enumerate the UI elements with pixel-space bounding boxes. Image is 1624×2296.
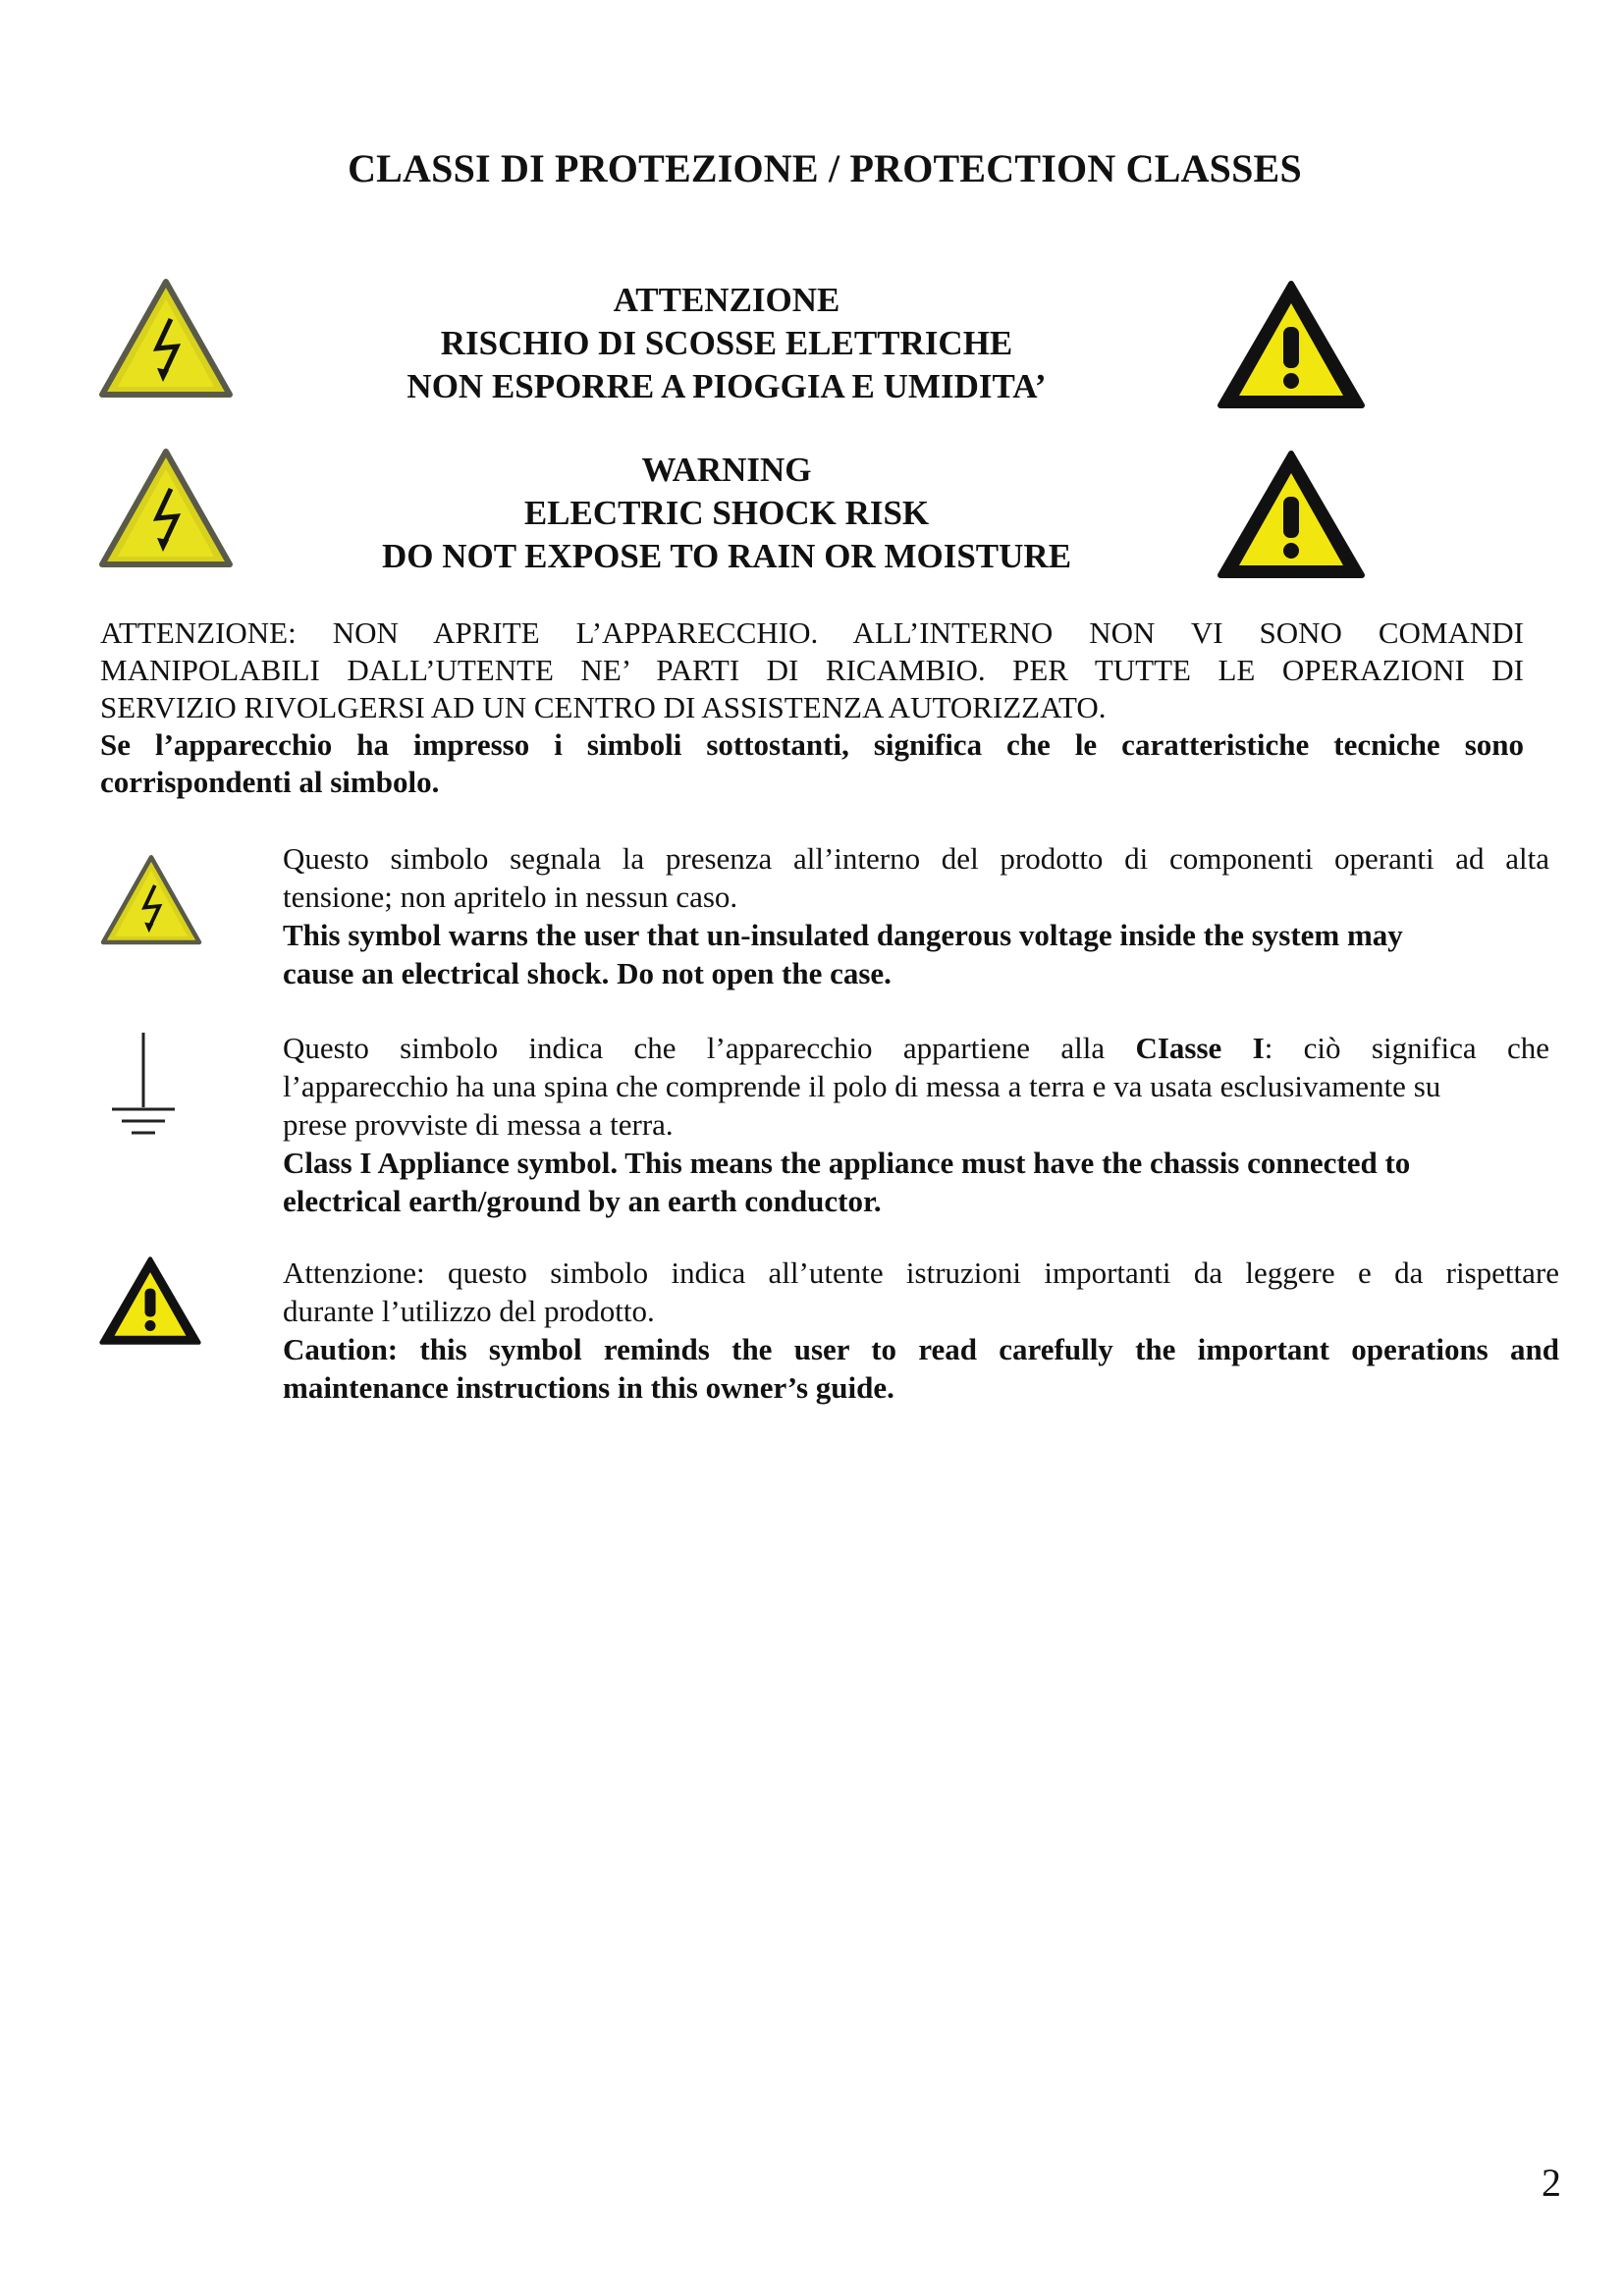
class1-it-line: l’apparecchio ha una spina che comprende il polo di messa a terra e va usata esclusivamente su xyxy=(283,1069,1441,1103)
caution-en-line: Caution: this symbol reminds the user to read carefully the important operations and xyxy=(283,1332,1559,1366)
page-number: 2 xyxy=(1542,2161,1561,2205)
caution-symbol-description xyxy=(283,1254,1559,1407)
warning-it-line3: NON ESPORRE A PIOGGIA E UMIDITA’ xyxy=(406,367,1047,405)
exclamation-warning-icon xyxy=(1216,278,1367,411)
class1-it-line: prese provviste di messa a terra. xyxy=(283,1107,674,1142)
notice-line: MANIPOLABILI DALL’UTENTE NE’ PARTI DI RICAMBIO. PER TUTTE LE OPERAZIONI DI xyxy=(100,653,1524,687)
warning-it-line1: ATTENZIONE xyxy=(613,281,840,319)
notice-line: ATTENZIONE: NON APRITE L’APPARECCHIO. ALL’INTERNO NON VI SONO COMANDI xyxy=(100,615,1524,650)
caution-en-line: maintenance instructions in this owner’s guide. xyxy=(283,1370,894,1405)
voltage-it-line: tensione; non apritelo in nessun caso. xyxy=(283,880,738,914)
class1-symbol-description xyxy=(283,1029,1549,1220)
voltage-en-line: cause an electrical shock. Do not open the case. xyxy=(283,956,892,990)
notice-line: SERVIZIO RIVOLGERSI AD UN CENTRO DI ASSISTENZA AUTORIZZATO. xyxy=(100,690,1107,724)
voltage-it-line: Questo simbolo segnala la presenza all’interno del prodotto di componenti operanti ad alta xyxy=(283,841,1549,876)
notice-paragraph xyxy=(100,614,1524,801)
page-title: CLASSI DI PROTEZIONE / PROTECTION CLASSES xyxy=(348,146,1302,190)
exclamation-warning-icon xyxy=(98,1255,202,1347)
voltage-symbol-description xyxy=(283,839,1549,992)
electric-shock-icon xyxy=(100,854,202,946)
warning-en-line2: ELECTRIC SHOCK RISK xyxy=(523,494,930,532)
exclamation-warning-icon xyxy=(1216,448,1367,581)
electric-shock-icon xyxy=(98,448,234,569)
warning-en-line3: DO NOT EXPOSE TO RAIN OR MOISTURE xyxy=(381,537,1072,575)
electric-shock-icon xyxy=(98,278,234,400)
class1-en-line: Class I Appliance symbol. This means the appliance must have the chassis connected to xyxy=(283,1146,1411,1180)
voltage-en-line: This symbol warns the user that un-insulated dangerous voltage inside the system may xyxy=(283,918,1403,952)
warning-en-block xyxy=(295,449,1159,578)
warning-it-line2: RISCHIO DI SCOSSE ELETTRICHE xyxy=(440,324,1013,362)
notice-bold-line: corrispondenti al simbolo. xyxy=(100,765,440,799)
class1-en-line: electrical earth/ground by an earth conductor. xyxy=(283,1184,882,1218)
caution-it-line: Attenzione: questo simbolo indica all’utente istruzioni importanti da leggere e da rispettare xyxy=(283,1255,1559,1290)
warning-en-line1: WARNING xyxy=(641,451,812,489)
ground-symbol-icon xyxy=(106,1029,181,1145)
notice-bold-line: Se l’apparecchio ha impresso i simboli sottostanti, significa che le caratteristiche tecniche sono xyxy=(100,727,1524,762)
class1-it-line1: Questo simbolo indica che l’apparecchio appartiene alla CIasse I: ciò significa che xyxy=(283,1031,1549,1065)
caution-it-line: durante l’utilizzo del prodotto. xyxy=(283,1294,655,1328)
warning-it-block xyxy=(295,279,1159,408)
